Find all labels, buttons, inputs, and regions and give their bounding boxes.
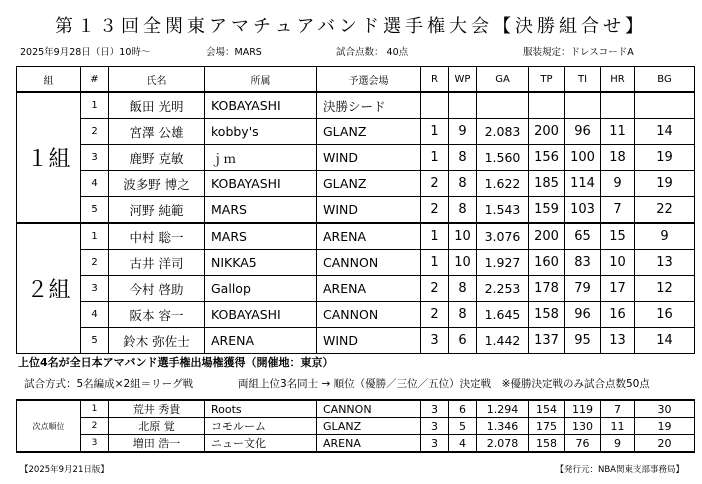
cell-tp: 158 [529, 302, 565, 328]
cell-num: 2 [81, 418, 109, 435]
cell-qual-venue: WIND [317, 328, 421, 354]
cell-tp: 200 [529, 223, 565, 250]
cell-qual-venue: 決勝シード [317, 92, 421, 119]
cell-r [421, 92, 449, 119]
cell-affiliation: コモルーム [205, 418, 317, 435]
cell-affiliation: Gallop [205, 276, 317, 302]
cell-tp: 137 [529, 328, 565, 354]
cell-r: 3 [421, 328, 449, 354]
cell-num: 1 [81, 92, 109, 119]
reserve-table [16, 399, 695, 453]
cell-tp: 159 [529, 197, 565, 224]
qualification-note: 上位4名が全日本アマバンド選手権出場権獲得（開催地：東京） [18, 356, 334, 369]
col-header-qual-venue: 予選会場 [317, 67, 421, 93]
cell-ti: 114 [565, 171, 601, 197]
format-note: 試合方式：5名編成×2組＝リーグ戦 [24, 378, 194, 390]
cell-name: 北原 覚 [109, 418, 205, 435]
cell-qual-venue: WIND [317, 197, 421, 224]
cell-ti: 83 [565, 250, 601, 276]
cell-bg [635, 92, 695, 119]
cell-num: 3 [81, 145, 109, 171]
cell-r: 1 [421, 119, 449, 145]
cell-affiliation: ARENA [205, 328, 317, 354]
cell-wp: 8 [449, 197, 477, 224]
cell-wp: 6 [449, 400, 477, 418]
cell-ga: 1.927 [477, 250, 529, 276]
cell-ga: 1.543 [477, 197, 529, 224]
cell-bg: 9 [635, 223, 695, 250]
cell-qual-venue: WIND [317, 145, 421, 171]
cell-num: 5 [81, 328, 109, 354]
cell-name: 荒井 秀貴 [109, 400, 205, 418]
cell-num: 5 [81, 197, 109, 224]
cell-r: 1 [421, 250, 449, 276]
cell-hr [601, 92, 635, 119]
cell-hr: 17 [601, 276, 635, 302]
cell-tp: 178 [529, 276, 565, 302]
dress-code: 服装規定：ドレスコードA [523, 47, 634, 58]
playoff-note: 両組上位3名同士 → 順位（優勝／三位／五位）決定戦 ※優勝決定戦のみ試合点数50点 [238, 378, 650, 390]
col-header-affiliation: 所属 [205, 67, 317, 93]
cell-ga: 2.083 [477, 119, 529, 145]
col-header-wp: WP [449, 67, 477, 93]
cell-wp: 10 [449, 250, 477, 276]
cell-qual-venue: GLANZ [317, 171, 421, 197]
cell-hr: 15 [601, 223, 635, 250]
table-row [17, 197, 695, 224]
table-row [17, 145, 695, 171]
cell-num: 3 [81, 276, 109, 302]
table-row [17, 302, 695, 328]
bracket-table [16, 66, 695, 354]
cell-qual-venue: ARENA [317, 435, 421, 453]
cell-r: 2 [421, 171, 449, 197]
cell-affiliation: kobby's [205, 119, 317, 145]
reserve-row [17, 418, 695, 435]
cell-hr: 18 [601, 145, 635, 171]
cell-bg: 19 [635, 171, 695, 197]
cell-ga: 1.560 [477, 145, 529, 171]
cell-bg: 13 [635, 250, 695, 276]
cell-affiliation: Roots [205, 400, 317, 418]
cell-ga: 1.294 [477, 400, 529, 418]
cell-ti: 95 [565, 328, 601, 354]
cell-affiliation: NIKKA5 [205, 250, 317, 276]
cell-tp: 156 [529, 145, 565, 171]
cell-name: 増田 浩一 [109, 435, 205, 453]
cell-tp: 185 [529, 171, 565, 197]
cell-ti: 100 [565, 145, 601, 171]
group-label: １組 [17, 92, 81, 223]
cell-num: 2 [81, 119, 109, 145]
cell-qual-venue: ARENA [317, 276, 421, 302]
table-row [17, 92, 695, 119]
cell-r: 3 [421, 435, 449, 453]
version-date: 【2025年9月21日版】 [20, 465, 109, 475]
cell-wp: 5 [449, 418, 477, 435]
cell-affiliation: KOBAYASHI [205, 171, 317, 197]
cell-hr: 13 [601, 328, 635, 354]
col-header-group: 組 [17, 67, 81, 93]
cell-num: 3 [81, 435, 109, 453]
cell-wp: 8 [449, 171, 477, 197]
cell-qual-venue: GLANZ [317, 418, 421, 435]
cell-affiliation: ｊｍ [205, 145, 317, 171]
cell-name: 鹿野 克敏 [109, 145, 205, 171]
event-date: 2025年9月28日（日）10時～ [20, 47, 151, 58]
cell-wp: 6 [449, 328, 477, 354]
cell-qual-venue: ARENA [317, 223, 421, 250]
cell-bg: 16 [635, 302, 695, 328]
cell-ti: 79 [565, 276, 601, 302]
cell-affiliation: MARS [205, 197, 317, 224]
cell-hr: 7 [601, 400, 635, 418]
cell-num: 1 [81, 223, 109, 250]
col-header-num: # [81, 67, 109, 93]
cell-hr: 16 [601, 302, 635, 328]
cell-ti: 96 [565, 302, 601, 328]
cell-r: 1 [421, 223, 449, 250]
cell-ga: 1.645 [477, 302, 529, 328]
cell-wp: 9 [449, 119, 477, 145]
reserve-label: 次点順位 [17, 400, 81, 452]
col-header-hr: HR [601, 67, 635, 93]
cell-affiliation: MARS [205, 223, 317, 250]
cell-tp: 158 [529, 435, 565, 453]
event-venue: 会場：MARS [206, 47, 262, 58]
cell-hr: 7 [601, 197, 635, 224]
match-points: 試合点数： 40点 [336, 47, 409, 58]
cell-wp: 4 [449, 435, 477, 453]
cell-wp: 8 [449, 302, 477, 328]
cell-ga [477, 92, 529, 119]
cell-tp: 160 [529, 250, 565, 276]
cell-wp [449, 92, 477, 119]
cell-name: 鈴木 弥佐士 [109, 328, 205, 354]
cell-tp: 175 [529, 418, 565, 435]
cell-bg: 14 [635, 328, 695, 354]
cell-ga: 2.253 [477, 276, 529, 302]
cell-bg: 19 [635, 145, 695, 171]
col-header-ti: TI [565, 67, 601, 93]
group-label: ２組 [17, 223, 81, 354]
cell-hr: 9 [601, 435, 635, 453]
table-row [17, 171, 695, 197]
cell-ti [565, 92, 601, 119]
cell-name: 阪本 容一 [109, 302, 205, 328]
cell-num: 4 [81, 302, 109, 328]
cell-name: 波多野 博之 [109, 171, 205, 197]
col-header-name: 氏名 [109, 67, 205, 93]
cell-bg: 14 [635, 119, 695, 145]
col-header-ga: GA [477, 67, 529, 93]
cell-hr: 11 [601, 418, 635, 435]
cell-ga: 1.346 [477, 418, 529, 435]
cell-affiliation: KOBAYASHI [205, 92, 317, 119]
cell-affiliation: KOBAYASHI [205, 302, 317, 328]
cell-ti: 130 [565, 418, 601, 435]
cell-name: 宮澤 公雄 [109, 119, 205, 145]
cell-name: 河野 純範 [109, 197, 205, 224]
cell-ga: 3.076 [477, 223, 529, 250]
cell-ti: 65 [565, 223, 601, 250]
cell-wp: 10 [449, 223, 477, 250]
cell-name: 中村 聡一 [109, 223, 205, 250]
table-row [17, 276, 695, 302]
table-row [17, 328, 695, 354]
page-title: 第１３回全関東アマチュアバンド選手権大会【決勝組合せ】 [54, 16, 648, 37]
col-header-r: R [421, 67, 449, 93]
cell-r: 1 [421, 145, 449, 171]
reserve-row [17, 400, 695, 418]
cell-ga: 1.442 [477, 328, 529, 354]
cell-bg: 19 [635, 418, 695, 435]
cell-qual-venue: GLANZ [317, 119, 421, 145]
cell-affiliation: ニュー文化 [205, 435, 317, 453]
cell-tp [529, 92, 565, 119]
cell-wp: 8 [449, 145, 477, 171]
cell-num: 4 [81, 171, 109, 197]
reserve-row [17, 435, 695, 453]
cell-ti: 76 [565, 435, 601, 453]
cell-hr: 10 [601, 250, 635, 276]
table-row [17, 119, 695, 145]
cell-num: 1 [81, 400, 109, 418]
cell-name: 今村 啓助 [109, 276, 205, 302]
cell-tp: 200 [529, 119, 565, 145]
cell-hr: 11 [601, 119, 635, 145]
cell-qual-venue: CANNON [317, 302, 421, 328]
cell-r: 2 [421, 302, 449, 328]
cell-ti: 103 [565, 197, 601, 224]
cell-ga: 2.078 [477, 435, 529, 453]
cell-ga: 1.622 [477, 171, 529, 197]
cell-qual-venue: CANNON [317, 400, 421, 418]
cell-ti: 119 [565, 400, 601, 418]
cell-ti: 96 [565, 119, 601, 145]
cell-wp: 8 [449, 276, 477, 302]
cell-hr: 9 [601, 171, 635, 197]
col-header-bg: BG [635, 67, 695, 93]
cell-bg: 12 [635, 276, 695, 302]
table-row [17, 250, 695, 276]
cell-bg: 30 [635, 400, 695, 418]
header-row [17, 67, 695, 93]
cell-r: 3 [421, 418, 449, 435]
cell-name: 古井 洋司 [109, 250, 205, 276]
cell-r: 3 [421, 400, 449, 418]
issuer: 【発行元：NBA関東支部事務局】 [555, 465, 684, 475]
cell-tp: 154 [529, 400, 565, 418]
table-row [17, 223, 695, 250]
col-header-tp: TP [529, 67, 565, 93]
cell-name: 飯田 光明 [109, 92, 205, 119]
cell-r: 2 [421, 197, 449, 224]
cell-num: 2 [81, 250, 109, 276]
cell-bg: 20 [635, 435, 695, 453]
cell-bg: 22 [635, 197, 695, 224]
cell-r: 2 [421, 276, 449, 302]
cell-qual-venue: CANNON [317, 250, 421, 276]
